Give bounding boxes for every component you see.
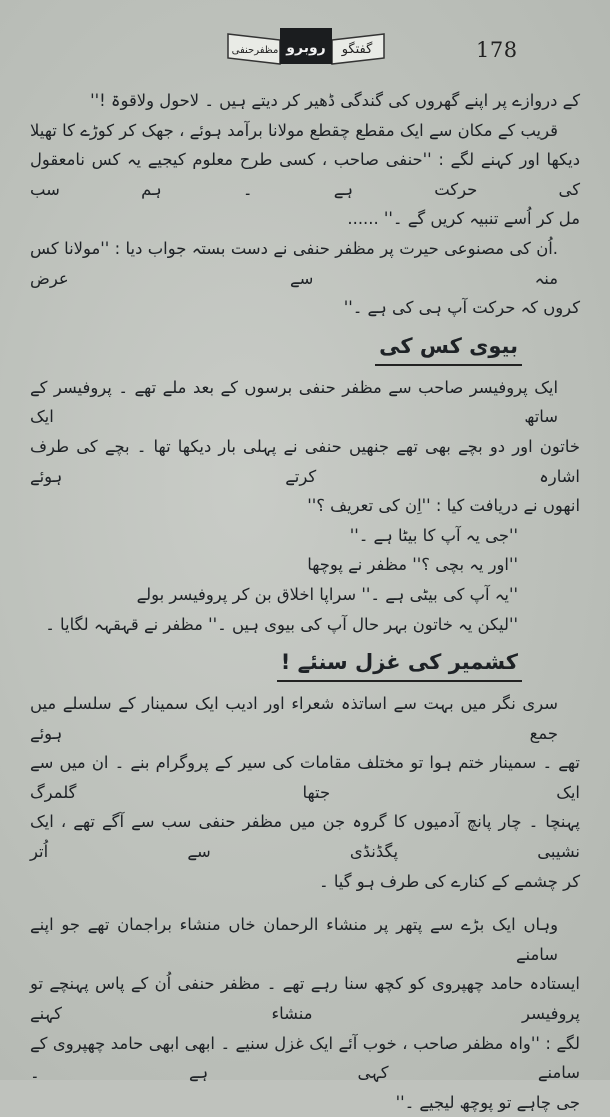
logo-left-text: مظفرحنفی xyxy=(231,45,279,56)
section-heading-whose-wife: بیوی کس کی xyxy=(375,329,522,366)
paragraph-line: .اُن کی مصنوعی حیرت پر مظفر حنفی نے دست بستہ جواب دیا : ''مولانا کس منہ سے عرض xyxy=(30,238,558,288)
paragraph-line: قریب کے مکان سے ایک مقطع چقطع مولانا برآمد ہوئے ، جھک کر کوڑے کا تھیلا xyxy=(30,120,558,140)
paragraph-line: دیکھا اور کہنے لگے : ''حنفی صاحب ، کسی طرح معلوم کیجیے یہ کس نامعقول کی حرکت ہے ۔ ہم سب xyxy=(30,150,580,199)
paragraph-line: ایستادہ حامد چھپروی کو کچھ سنا رہے تھے ۔ مظفر حنفی اُن کے پاس پہنچے تو پروفیسر منشاء کہنے xyxy=(30,974,580,1024)
paragraph-line: سری نگر میں بہت سے اساتذہ شعراء اور ادیب ایک سمینار کے سلسلے میں جمع ہوئے xyxy=(30,694,558,743)
paragraph-line: پہنچا ۔ چار پانچ آدمیوں کا گروہ جن میں مظفر حنفی سب سے آگے تھے ، ایک نشیبی پگڈنڈی سے اُتر xyxy=(30,812,580,862)
paragraph-line: جی چاہے تو پوچھ لیجیے ۔'' xyxy=(395,1092,580,1112)
page-body xyxy=(30,86,580,1117)
paragraph-line: انھوں نے دریافت کیا : ''اِن کی تعریف ؟'' xyxy=(307,496,580,516)
page-number: 178 xyxy=(476,38,518,62)
dialogue-line: ''جی یہ آپ کا بیٹا ہے ۔'' xyxy=(349,525,518,545)
dialogue-line: ''اور یہ بچی ؟'' مظفر نے پوچھا xyxy=(307,555,518,575)
logo-center-text: روبرو xyxy=(286,40,326,56)
dialogue-line: ''یہ آپ کی بیٹی ہے ۔'' سراپا اخلاق بن کر پروفیسر بولے xyxy=(136,584,518,604)
paragraph-line: کروں کہ حرکت آپ ہی کی ہے ۔'' xyxy=(343,298,580,318)
logo-right-text: گفتگو xyxy=(341,42,373,57)
paragraph-line: خاتون اور دو بچے بھی تھے جنھیں حنفی نے پہلی بار دیکھا تھا ۔ بچے کی طرف اشارہ کرتے ہوئے xyxy=(30,436,580,486)
paragraph-line: لگے : ''واہ مظفر صاحب ، خوب آئے ایک غزل سنیے ۔ ابھی ابھی حامد چھپروی کے سامنے کہی ہے ۔ xyxy=(30,1033,580,1083)
paragraph-line: تھے ۔ سمینار ختم ہوا تو مختلف مقامات کی سیر کے پروگرام بنے ۔ ان میں سے ایک جتھا گلمرگ xyxy=(30,753,580,802)
paragraph-line: مل کر اُسے تنبیہ کریں گے ۔'' ...... xyxy=(347,209,580,229)
paragraph-line: ایک پروفیسر صاحب سے مظفر حنفی برسوں کے بعد ملے تھے ۔ پروفیسر کے ساتھ ایک xyxy=(30,377,558,427)
section-heading-kashmir-ghazal: کشمیر کی غزل سنئے ! xyxy=(277,645,522,682)
dialogue-line: ''لیکن یہ خاتون بہر حال آپ کی بیوی ہیں ۔'' مظفر نے قہقہہ لگایا ۔ xyxy=(45,614,518,634)
book-title-logo xyxy=(226,24,386,68)
paragraph-line: وہاں ایک بڑے سے پتھر پر منشاء الرحمان خاں منشاء براجمان تھے جو اپنے سامنے xyxy=(30,915,558,964)
paragraph-line: کے دروازے پر اپنے گھروں کی گندگی ڈھیر کر دیتے ہیں ۔ لاحول ولاقوۃ !'' xyxy=(90,91,580,110)
paragraph-line: کر چشمے کے کنارے کی طرف ہو گیا ۔ xyxy=(319,871,580,891)
